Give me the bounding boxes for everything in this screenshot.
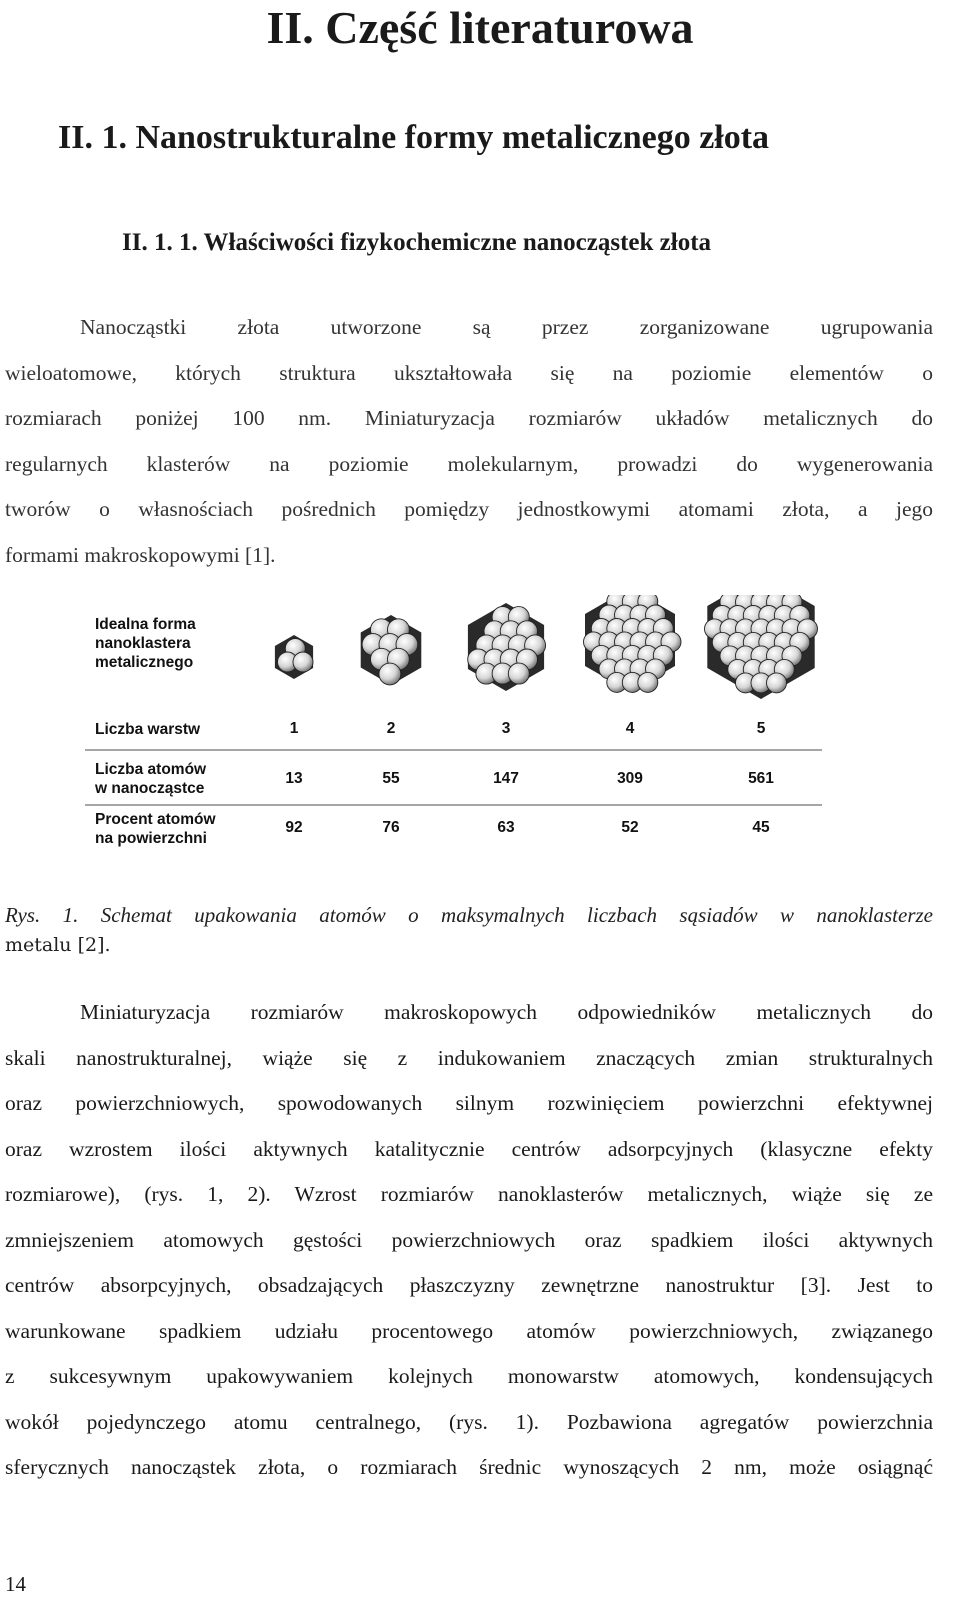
paragraph-line: zmniejszeniem atomowych gęstości powierzchniowych oraz spadkiem ilości aktywnych bbox=[5, 1227, 933, 1252]
caption-line: Rys. 1. Schemat upakowania atomów o maksymalnych liczbach sąsiadów w nanoklasterze bbox=[5, 903, 933, 927]
row-label-line: na powierzchni bbox=[95, 830, 207, 847]
page-number: 14 bbox=[5, 1572, 26, 1596]
nanocluster-1-layer bbox=[275, 635, 313, 679]
subsection-title: II. 1. 1. Właściwości fizykochemiczne nanocząstek złota bbox=[122, 229, 712, 256]
row-label-layers bbox=[95, 720, 200, 739]
figure-header bbox=[95, 615, 196, 672]
paragraph-line: oraz powierzchniowych, spowodowanych silnym rozwinięciem powierzchni efektywnej bbox=[5, 1091, 933, 1115]
paragraph-line: skali nanostrukturalnej, wiąże się z indukowaniem znaczących zmian strukturalnych bbox=[5, 1045, 933, 1070]
nanocluster-5-layer bbox=[705, 595, 818, 699]
paragraph-1 bbox=[5, 305, 933, 578]
section-title: II. 1. Nanostrukturalne formy metalicznego złota bbox=[58, 119, 770, 156]
figure-header-line: metalicznego bbox=[95, 654, 194, 671]
paragraph-line: wokół pojedynczego atomu centralnego, (rys. 1). Pozbawiona agregatów powierzchnia bbox=[5, 1409, 933, 1434]
nanocluster-figure bbox=[80, 595, 840, 865]
nanocluster-4-layer bbox=[584, 595, 682, 692]
surface-percent-value: 52 bbox=[621, 819, 639, 836]
paragraph-line: tworów o własnościach pośrednich pomiędzy jednostkowymi atomami złota, a jego bbox=[5, 497, 933, 521]
paragraph-line: rozmiarach poniżej 100 nm. Miniaturyzacja rozmiarów układów metalicznych do bbox=[5, 406, 933, 430]
paragraph-line: z sukcesywnym upakowywaniem kolejnych monowarstw atomowych, kondensujących bbox=[5, 1364, 933, 1388]
paragraph-2 bbox=[5, 990, 933, 1491]
atom-count-value: 561 bbox=[748, 770, 774, 787]
paragraph-line: rozmiarowe), (rys. 1, 2). Wzrost rozmiarów nanoklasterów metalicznych, wiąże się ze bbox=[5, 1182, 933, 1206]
nanocluster-3-layer bbox=[468, 603, 546, 691]
figure-header-line: Idealna forma bbox=[95, 616, 196, 633]
paragraph-line: formami makroskopowymi [1]. bbox=[5, 542, 276, 567]
nanocluster-2-layer bbox=[361, 615, 422, 685]
layers-value: 4 bbox=[625, 720, 635, 737]
figure-caption bbox=[5, 900, 933, 960]
paragraph-line: warunkowane spadkiem udziału procentowego atomów powierzchniowych, związanego bbox=[5, 1318, 933, 1343]
layers-value: 5 bbox=[756, 720, 766, 737]
atom-count-value: 13 bbox=[285, 770, 303, 787]
surface-percent-value: 45 bbox=[752, 819, 770, 836]
row-label-atoms bbox=[95, 760, 206, 798]
atom-count-value: 55 bbox=[382, 770, 400, 787]
row-label-line: Procent atomów bbox=[95, 811, 216, 828]
surface-percent-value: 76 bbox=[382, 819, 400, 836]
layers-value: 1 bbox=[289, 720, 299, 737]
row-label-line: Liczba warstw bbox=[95, 721, 201, 738]
paragraph-line: wieloatomowe, których struktura ukształtowała się na poziomie elementów o bbox=[5, 360, 933, 385]
atom-count-value: 147 bbox=[493, 770, 519, 787]
surface-percent-value: 63 bbox=[497, 819, 515, 836]
paragraph-line: Miniaturyzacja rozmiarów makroskopowych odpowiedników metalicznych do bbox=[80, 1000, 933, 1024]
row-label-line: Liczba atomów bbox=[95, 761, 207, 778]
layers-value: 2 bbox=[386, 720, 396, 737]
figure-header-line: nanoklastera bbox=[95, 635, 191, 652]
caption-line: metalu [2]. bbox=[5, 934, 111, 956]
paragraph-line: regularnych klasterów na poziomie molekularnym, prowadzi do wygenerowania bbox=[5, 451, 933, 476]
paragraph-line: sferycznych nanocząstek złota, o rozmiarach średnic wynoszących 2 nm, może osiągnąć bbox=[5, 1455, 933, 1479]
paragraph-line: Nanocząstki złota utworzone są przez zorganizowane ugrupowania bbox=[80, 315, 933, 339]
paragraph-line: oraz wzrostem ilości aktywnych katalitycznie centrów adsorpcyjnych (klasyczne efekty bbox=[5, 1136, 933, 1161]
chapter-title: II. Część literaturowa bbox=[266, 2, 694, 53]
row-label-line: w nanocząstce bbox=[95, 780, 205, 797]
atom-count-value: 309 bbox=[617, 770, 643, 787]
paragraph-line: centrów absorpcyjnych, obsadzających płaszczyzny zewnętrzne nanostruktur [3]. Jest to bbox=[5, 1273, 933, 1297]
row-label-surface-percent bbox=[95, 810, 216, 848]
layers-value: 3 bbox=[501, 720, 511, 737]
surface-percent-value: 92 bbox=[285, 819, 303, 836]
